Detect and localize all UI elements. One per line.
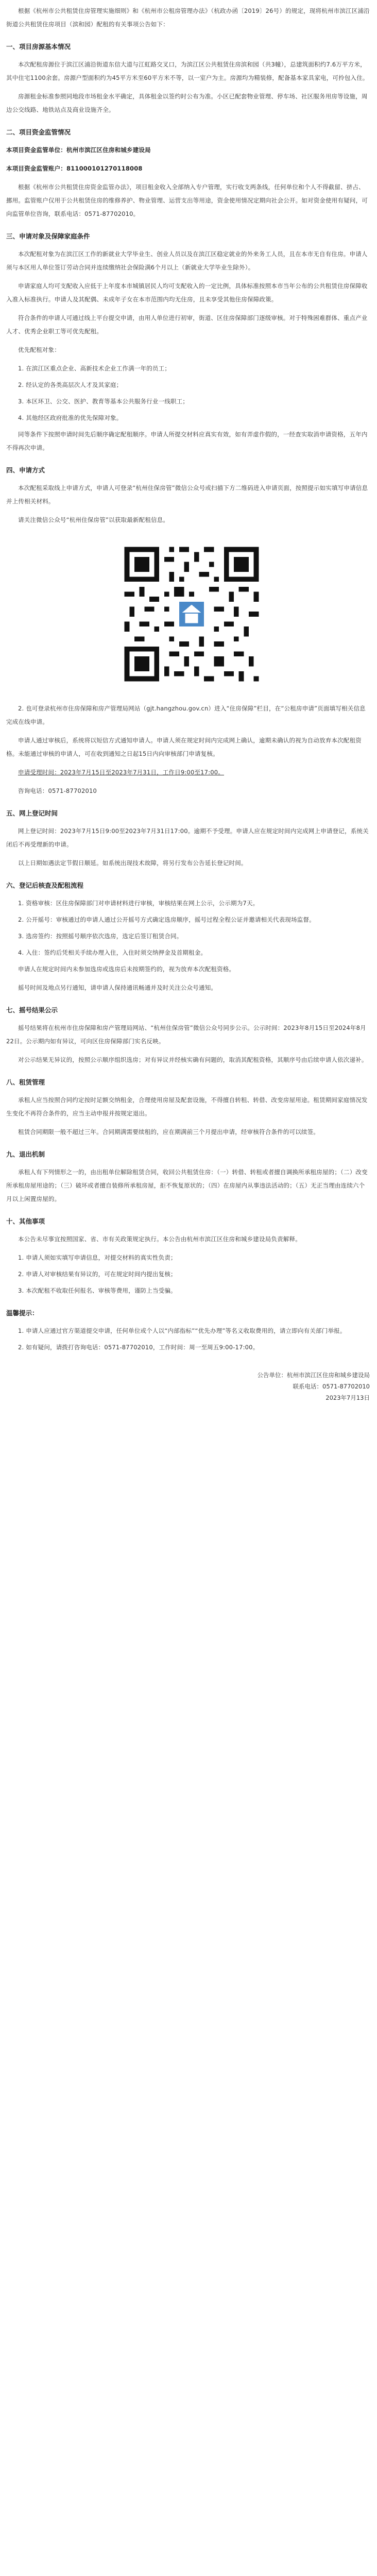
paragraph: 申请人在规定时间内未参加选房或选房后未按期签约的，视为放弃本次配租资格。 xyxy=(18,965,235,973)
paragraph: 网上登记时间：2023年7月15日9:00至2023年7月31日17:00。逾期不予受理。申请人应在规定时间内完成网上申请登记，系统关闭后不再受理新的申请。 xyxy=(6,827,369,848)
list-title: 优先配租对象： xyxy=(18,346,60,353)
supervisor-line: 本项目资金监管单位：杭州市滨江区住房和城乡建设局 xyxy=(6,146,151,154)
paragraph: 摇号时间及地点另行通知，请申请人保持通讯畅通并及时关注公众号通知。 xyxy=(18,984,217,991)
notice-heading: 温馨提示： xyxy=(6,1309,39,1317)
qr-code[interactable] xyxy=(119,542,264,686)
section-heading-3: 三、申请对象及保障家庭条件 xyxy=(6,232,90,240)
paragraph: 申请人通过审核后，系统将以短信方式通知申请人。申请人须在规定时间内完成网上确认，逾期未确认的视为自动放弃本次配租资格。未能通过审核的申请人，可在收到通知之日起15日内向审核部门申请复核。 xyxy=(6,737,362,757)
consult-phone: 咨询电话：0571-87702010 xyxy=(18,787,97,794)
account-line: 本项目资金监管账户：811000101270118008 xyxy=(6,165,143,172)
priority-list xyxy=(6,362,370,425)
paragraph: 本公告未尽事宜按照国家、省、市有关政策规定执行。本公告由杭州市滨江区住房和城乡建设局负责解释。 xyxy=(18,1235,301,1243)
process-list xyxy=(6,896,370,959)
paragraph: 2. 也可登录杭州市住房保障和房产管理局网站（gjt.hangzhou.gov.cn）进入“住房保障”栏目，在“公租房申请”页面填写相关信息完成在线申请。 xyxy=(6,705,366,725)
section-heading-5: 五、网上登记时间 xyxy=(6,809,58,817)
article-content xyxy=(6,4,370,1403)
signature-phone: 联系电话：0571-87702010 xyxy=(293,1383,370,1390)
list-item: 4. 入住：签约后凭相关手续办理入住，入住时须交纳押金及首期租金。 xyxy=(18,949,207,956)
list-item: 3. 选房签约：按照摇号顺序依次选房，选定后签订租赁合同。 xyxy=(18,933,183,940)
signature-block xyxy=(6,1369,370,1403)
paragraph: 根据《杭州市公共租赁住房资金监管办法》，项目租金收入全部纳入专户管理，实行收支两条线，任何单位和个人不得截留、挤占、挪用。监管账户仅用于公共租赁住房的维修养护、物业管理、运营支出等用途，资金使用情况定期向社会公开。如对资金使用有疑问，可向监管单位咨询，联系电话：0571-87702010。 xyxy=(6,183,368,217)
paragraph: 租赁合同期限一般不超过三年。合同期满需要续租的，应在期满前三个月提出申请，经审核符合条件的可以续签。 xyxy=(18,1128,319,1136)
paragraph: 本次配租房源位于滨江区浦沿街道东信大道与江虹路交叉口，为滨江区公共租赁住房滨和园（共3幢），总建筑面积约7.6万平方米，其中住宅1100余套。房源户型面积约为45平方米至60平方米不等，以一室户为主。房源均为精装修，配备基本家具家电，可拎包入住。 xyxy=(6,61,369,81)
paragraph: 本次配租对象为在滨江区工作的新就业大学毕业生、创业人员以及在滨江区稳定就业的外来务工人员，且在本市无自有住房。申请人须与本区用人单位签订劳动合同并连续缴纳社会保险满6个月以上（新就业大学毕业生除外）。 xyxy=(6,250,368,271)
signature-org: 公告单位：杭州市滨江区住房和城乡建设局 xyxy=(257,1371,370,1379)
section-heading-1: 一、项目房源基本情况 xyxy=(6,43,71,50)
list-item: 2. 经认定的各类高层次人才及其家庭； xyxy=(18,381,123,388)
section-heading-10: 十、其他事项 xyxy=(6,1217,45,1225)
list-item: 2. 申请人对审核结果有异议的，可在规定时间内提出复核； xyxy=(18,1270,177,1278)
section-heading-8: 八、租赁管理 xyxy=(6,1078,45,1086)
list-item: 4. 其他经区政府批准的优先保障对象。 xyxy=(18,414,123,421)
section-heading-7: 七、摇号结果公示 xyxy=(6,1006,58,1014)
paragraph: 申请家庭人均可支配收入应低于上年度本市城镇居民人均可支配收入的一定比例，具体标准按照本市当年公布的公共租赁住房保障收入准入标准执行。申请人及其配偶、未成年子女在本市范围内均无住房，且未享受其他住房保障政策。 xyxy=(6,282,368,303)
paragraph: 以上日期如遇法定节假日顺延。如系统出现技术故障，将另行发布公告延长登记时间。 xyxy=(18,859,247,867)
list-item: 3. 本区环卫、公交、医护、教育等基本公共服务行业一线职工； xyxy=(18,398,189,405)
paragraph: 本次配租采取线上申请方式，申请人可登录“杭州住保房管”微信公众号或扫描下方二维码进入申请页面，按照提示如实填写申请信息并上传相关材料。 xyxy=(6,484,368,505)
paragraph: 符合条件的申请人可通过线上平台提交申请，由用人单位进行初审，街道、区住房保障部门逐级审核。对于特殊困难群体、重点产业人才、优秀企业职工等可优先配租。 xyxy=(6,314,368,335)
intro-paragraph: 根据《杭州市公共租赁住房管理实施细则》和《杭州市公租房管理办法》（杭政办函〔2019〕26号）的规定，现将杭州市滨江区浦沿街道公共租赁住房项目（滨和园）配租的有关事项公告如下： xyxy=(6,7,370,28)
publicity-paragraph: 摇号结果将在杭州市住房保障和房产管理局网站、“杭州住保房管”微信公众号同步公示。公示时间：2023年8月15日至2024年8月22日。公示期内如有异议，可向区住房保障部门实名反映。 xyxy=(6,1024,366,1045)
other-list xyxy=(6,1251,370,1297)
section-heading-4: 四、申请方式 xyxy=(6,466,45,474)
paragraph: 承租人应当按照合同约定按时足额交纳租金，合理使用房屋及配套设施，不得擅自转租、转借、改变房屋用途。租赁期间家庭情况发生变化不再符合条件的，应当主动申报并按规定退出。 xyxy=(6,1096,368,1117)
acceptance-time: 申请受理时间：2023年7月15日至2023年7月31日，工作日9:00至17:00。 xyxy=(18,769,224,776)
list-item: 1. 资格审核：区住房保障部门对申请材料进行审核，审核结果在网上公示，公示期为7天。 xyxy=(18,900,259,907)
paragraph: 同等条件下按照申请时间先后顺序确定配租顺序。申请人所提交材料应真实有效，如有弄虚作假的，一经查实取消申请资格，五年内不得再次申请。 xyxy=(6,431,368,451)
qr-code-icon xyxy=(119,542,264,686)
paragraph: 请关注微信公众号“杭州住保房管”以获取最新配租信息。 xyxy=(18,516,169,523)
list-item: 2. 公开摇号：审核通过的申请人通过公开摇号方式确定选房顺序，摇号过程全程公证并邀请相关代表现场监督。 xyxy=(18,916,315,923)
list-item: 1. 申请人应通过官方渠道提交申请，任何单位或个人以“内部指标”“优先办理”等名义收取费用的，请立即向有关部门举报。 xyxy=(18,1327,346,1334)
paragraph: 承租人有下列情形之一的，由出租单位解除租赁合同，收回公共租赁住房：（一）转借、转租或者擅自调换所承租房屋的；（二）改变所承租房屋用途的；（三）破坏或者擅自装修所承租房屋，拒不恢复原状的；（四）在房屋内从事违法活动的；（五）无正当理由连续六个月以上闲置房屋的。 xyxy=(6,1168,368,1202)
section-heading-6: 六、登记后核查及配租流程 xyxy=(6,882,84,889)
section-heading-9: 九、退出机制 xyxy=(6,1150,45,1158)
list-item: 1. 在滨江区重点企业、高新技术企业工作满一年的员工； xyxy=(18,365,171,372)
list-item: 1. 申请人须如实填写申请信息，对提交材料的真实性负责； xyxy=(18,1254,177,1261)
section-heading-2: 二、项目资金监管情况 xyxy=(6,128,71,136)
paragraph: 对公示结果无异议的，按照公示顺序组织选房；对有异议并经核实确有问题的，取消其配租资格，其顺序号由后续申请人依次递补。 xyxy=(18,1056,368,1063)
paragraph: 房源租金标准参照同地段市场租金水平确定，具体租金以签约时公布为准。小区已配套物业管理、停车场、社区服务用房等设施，周边公交线路、地铁站点及商业设施齐全。 xyxy=(6,93,368,113)
list-item: 3. 本次配租不收取任何报名、审核等费用，谨防上当受骗。 xyxy=(18,1287,177,1294)
signature-date: 2023年7月13日 xyxy=(325,1394,370,1401)
notice-list xyxy=(6,1324,370,1354)
list-item: 2. 如有疑问，请拨打咨询电话：0571-87702010，工作时间：周一至周五9:00-17:00。 xyxy=(18,1344,259,1351)
